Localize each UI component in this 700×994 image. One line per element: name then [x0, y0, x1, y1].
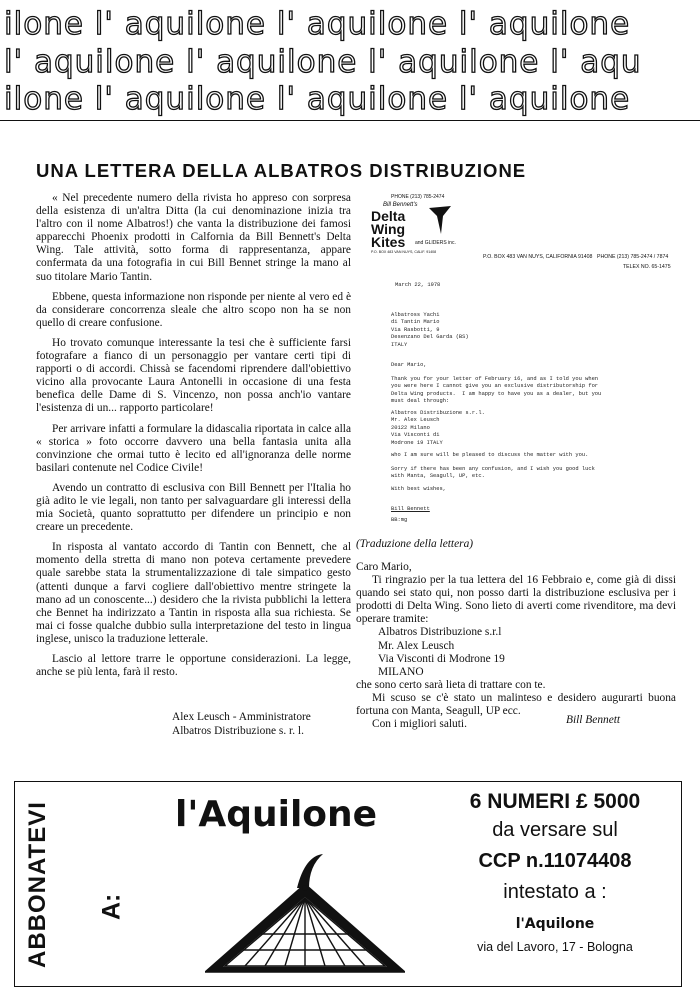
article-paragraph: Per arrivare infatti a formulare la didascalia riportata in calce alla « storica » foto occorre davvero una bella fantasia unita alla convinzione che ormai tutto è lecito ed all'ignoranza delle norme basilari contenute nel Codice Civile! — [36, 422, 351, 474]
ad-vertical-heading: ABBONATEVI — [24, 801, 51, 969]
article-body — [36, 192, 351, 686]
banner-divider — [0, 120, 700, 121]
logo-line: Delta — [371, 208, 406, 224]
letterhead-phone: PHONE (213) 785-2474 / 7874 — [597, 254, 669, 260]
letterhead-top: Bill Bennett's — [383, 202, 418, 208]
logo-addr-small: P.O. BOX 483 VAN NUYS, CALIF. 91408 — [371, 250, 437, 254]
ad-small-logo: l'Aquilone — [515, 916, 595, 932]
letterhead-telex: TELEX NO. 65-1475 — [623, 264, 671, 270]
translation-paragraph: Con i migliori saluti. — [372, 718, 467, 731]
translation-label: (Traduzione della lettera) — [356, 538, 474, 550]
ad-info — [433, 788, 677, 954]
logo-line: Kites — [371, 234, 406, 250]
banner-line-1: ilone l' aquilone l' aquilone l' aquilone — [4, 6, 631, 42]
translation-paragraph: Ti ringrazio per la tua lettera del 16 Febbraio e, come già di dissi quando sei stato qui, non posso darti la distribuzione esclusiva per i prodotti di Delta Wing. Sono lieto di averti come rivenditore, ma devi operare tramite: — [356, 574, 676, 626]
translation-paragraph: che sono certo sarà lieta di trattare con te. — [356, 678, 546, 691]
letter-signature: Bill Bennett — [391, 506, 430, 512]
signature-company: Albatros Distribuzione s. r. l. — [172, 725, 304, 737]
letter-closing: With best wishes, — [391, 486, 446, 492]
ad-a-label: A: — [97, 893, 126, 921]
letter-body-3: Sorry if there has been any confusion, and I wish you good luck with Manta, Seagull, UP, etc. — [391, 466, 595, 480]
article-paragraph: In risposta al vantato accordo di Tantin con Bennett, che al momento della stretta di mano non poteva certamente prevedere quale sarebbe stata la strumentalizzazione di tale simpatico gesto (attenti dunque a farvi cogliere dall'obiettivo mentre stringete la mano ad un conoscente...) desidero che la rivista pubblichi la lettera che Bennet ha indirizzato a Tantin in risposta alla sua richiesta. Se mai ci fosse qualche dubbio sulla interpretazione del testo in lingua inglese, unisco la traduzione letterale. — [36, 541, 351, 645]
letter-reproduction — [367, 192, 682, 532]
translation-greeting: Caro Mario, — [356, 561, 412, 573]
letter-recipient: Albatross Yachi di Tantin Mario Via Rasbotti, 9 Desenzano Del Garda (BS) ITALY — [391, 312, 469, 348]
translation-paragraph: Mi scuso se c'è stato un malinteso e desidero augurarti buona fortuna con Manta, Seagull, UP ecc. — [356, 691, 676, 718]
translation-address-line: Mr. Alex Leusch — [378, 639, 455, 652]
ad-logo: l'Aquilone — [175, 794, 378, 835]
translation-address-line: MILANO — [378, 665, 424, 678]
letterhead-phone-small: PHONE (213) 785-2474 — [391, 194, 445, 200]
letter-initials: BB:mg — [391, 517, 408, 523]
ad-line: intestato a : — [503, 881, 607, 903]
logo-suffix: and GLIDERS inc. — [415, 240, 456, 246]
translation-address-line: Albatros Distribuzione s.r.l — [378, 626, 502, 639]
article-signature — [172, 710, 311, 738]
ad-address: via del Lavoro, 17 - Bologna — [477, 940, 633, 954]
translation-body — [356, 561, 676, 731]
ad-ccp: CCP n.11074408 — [478, 850, 632, 872]
ad-price: 6 NUMERI £ 5000 — [469, 790, 641, 813]
ad-line: da versare sul — [492, 819, 618, 841]
translation-address-line: Via Visconti di Modrone 19 — [378, 652, 505, 665]
banner-line-2: l' aquilone l' aquilone l' aquilone l' aqu — [4, 44, 642, 80]
letter-body-1: Thank you for your letter of February 16, and as I told you when you were here I cannot give you an exclusive distributorship for Delta Wing products. I am happy to have you as a dealer, but you must deal through: — [391, 376, 602, 405]
letter-salutation: Dear Mario, — [391, 362, 427, 368]
logo-line: Wing — [371, 221, 406, 237]
masthead-banner — [0, 0, 700, 120]
article-paragraph: Lascio al lettore trarre le opportune considerazioni. La legge, anche se più lenta, farà il resto. — [36, 653, 351, 679]
letter-distributor: Albatros Distribuzione s.r.l. Mr. Alex Leusch 20122 Milano Via Visconti di Modrone 19 ITALY — [391, 410, 485, 446]
letter-date: March 22, 1978 — [395, 282, 441, 288]
translation-signature: Bill Bennett — [566, 714, 621, 726]
article-paragraph: « Nel precedente numero della rivista ho appreso con sorpresa della esistenza di un'altra Ditta (la cui denominazione inizia tra l'altro con il nome Albatros!) che vanta la distribuzione dei famosi apparecchi Phoenix prodotti in Calfornia da Bill Bennett's Delta Wing. Tale attività, sotto forma di rappresentanza, appare confermata da una fotografia in cui Bill Bennet stringe la mano al suo titolare Mario Tantin. — [36, 192, 351, 283]
letter-body-2: who I am sure will be pleased to discuss the matter with you. — [391, 452, 589, 458]
subscription-ad — [14, 781, 682, 987]
article-paragraph: Ebbene, questa informazione non risponde per niente al vero ed è da considerare concorrenza sleale che altro scopo non ha se non quello di creare confusione. — [36, 290, 351, 329]
banner-line-3: ilone l' aquilone l' aquilone l' aquilone — [4, 81, 631, 117]
letterhead-address: P.O. BOX 483 VAN NUYS, CALIFORNIA 91408 — [483, 254, 593, 260]
kite-mark-icon — [429, 206, 451, 236]
article-paragraph: Avendo un contratto di esclusiva con Bill Bennett per l'Italia ho già adito le vie legali, non tanto per salvaguardare gli interessi della mia Società, quanto soprattutto per difendere un principio e non creare un precedente. — [36, 481, 351, 534]
article-paragraph: Ho trovato comunque interessante la tesi che è sufficiente farsi fotografare a fianco di un personaggio per vantare certi tipi di rapporti o di accordi. Chissà se facendomi riprendere dall'obiettivo vicino alla provocante Laura Antonelli in occasione di una festa benefica delle Dame di S. Vincenzo, non possa anch'io vantare l'esistenza di un... rapporto particolare! — [36, 336, 351, 415]
signature-name: Alex Leusch - Amministratore — [172, 711, 311, 723]
article-title: UNA LETTERA DELLA ALBATROS DISTRIBUZIONE — [36, 160, 527, 181]
kite-glider-icon — [205, 854, 405, 974]
